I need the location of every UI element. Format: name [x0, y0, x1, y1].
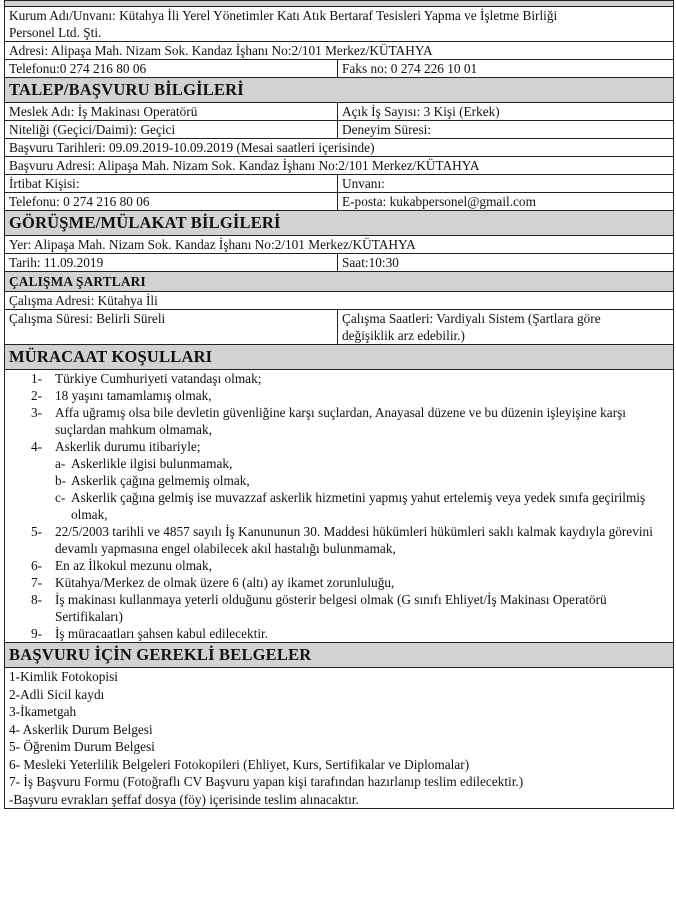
document-page	[4, 0, 673, 903]
document-item: 3-İkametgah	[9, 704, 77, 719]
open-positions-cell: Açık İş Sayısı: 3 Kişi (Erkek)	[338, 103, 674, 121]
application-heading: TALEP/BAŞVURU BİLGİLERİ	[5, 78, 674, 103]
profession-cell: Meslek Adı: İş Makinası Operatörü	[5, 103, 338, 121]
document-item: 4- Askerlik Durum Belgesi	[9, 721, 153, 737]
document-item: 7- İş Başvuru Formu (Fotoğraflı CV Başvuru yapan kişi tarafından hazırlanıp teslim edilecektir.)	[9, 774, 524, 789]
application-address: Başvuru Adresi: Alipaşa Mah. Nizam Sok. Kandaz İşhanı No:2/101 Merkez/KÜTAHYA	[5, 157, 674, 175]
work-hours-line1: Çalışma Saatleri: Vardiyalı Sistem (Şartlara göre	[342, 311, 601, 326]
work-duration: Çalışma Süresi: Belirli Süreli	[5, 310, 338, 345]
contact-title-cell: Unvanı:	[338, 175, 674, 193]
interview-heading: GÖRÜŞME/MÜLAKAT BİLGİLERİ	[5, 211, 674, 236]
document-item: 6- Mesleki Yeterlilik Belgeleri Fotokopileri (Ehliyet, Kurs, Sertifikalar ve Diplomalar)	[9, 756, 470, 772]
experience-cell: Deneyim Süresi:	[338, 121, 674, 139]
application-dates: Başvuru Tarihleri: 09.09.2019-10.09.2019 (Mesai saatleri içerisinde)	[5, 139, 674, 157]
condition-item: 4- Askerlik durumu itibariyle; a- Askerlikle ilgisi bulunmamak, b- Askerlik çağına gelmemiş olmak, c- Askerlik çağına gelmiş ise muvazzaf askerlik hizmetini yapmış yahut ertelemiş veya yedek sınıfa geçirilmiş olmak,	[9, 438, 669, 523]
work-hours-cell	[338, 310, 674, 345]
condition-item: 3- Affa uğramış olsa bile devletin güvenliğine karşı suçlardan, Anayasal düzene ve bu düzenin işleyişine karşı suçlardan mahkum olmamak,	[31, 405, 626, 437]
documents-heading: BAŞVURU İÇİN GEREKLİ BELGELER	[5, 643, 674, 668]
application-phone: Telefonu: 0 274 216 80 06	[5, 193, 338, 211]
nature-cell: Niteliği (Geçici/Daimi): Geçici	[5, 121, 338, 139]
military-item: b- Askerlik çağına gelmemiş olmak,	[55, 473, 250, 488]
institution-name-line1: Kurum Adı/Unvanı: Kütahya İli Yerel Yönetimler Katı Atık Bertaraf Tesisleri Yapma ve İşletme Birliği	[9, 8, 558, 23]
work-address: Çalışma Adresi: Kütahya İli	[5, 292, 674, 310]
military-item: c- Askerlik çağına gelmiş ise muvazzaf askerlik hizmetini yapmış yahut ertelemiş veya yedek sınıfa geçirilmiş olmak,	[55, 490, 646, 522]
condition-item: 7- Kütahya/Merkez de olmak üzere 6 (altı) ay ikamet zorunluluğu,	[31, 575, 395, 590]
military-sublist	[9, 455, 669, 523]
institution-name-cell	[5, 7, 674, 42]
application-email: E-posta: kukabpersonel@gmail.com	[338, 193, 674, 211]
military-item: a- Askerlikle ilgisi bulunmamak,	[55, 456, 233, 471]
condition-item: 9- İş müracaatları şahsen kabul edilecektir.	[31, 626, 269, 641]
condition-item: 2- 18 yaşını tamamlamış olmak,	[31, 388, 212, 403]
condition-item: 6- En az İlkokul mezunu olmak,	[31, 558, 212, 573]
institution-address: Adresi: Alipaşa Mah. Nizam Sok. Kandaz İşhanı No:2/101 Merkez/KÜTAHYA	[5, 42, 674, 60]
document-item: -Başvuru evrakları şeffaf dosya (föy) içerisinde teslim alınacaktır.	[9, 791, 359, 807]
institution-name-line2: Personel Ltd. Şti.	[9, 25, 102, 40]
document-item: 1-Kimlik Fotokopisi	[9, 669, 118, 684]
conditions-heading: MÜRACAAT KOŞULLARI	[5, 345, 674, 370]
work-conditions-heading: ÇALIŞMA ŞARTLARI	[5, 272, 674, 292]
work-hours-line2: değişiklik arz edebilir.)	[342, 328, 465, 343]
contact-person-cell: İrtibat Kişisi:	[5, 175, 338, 193]
condition-item: 5- 22/5/2003 tarihli ve 4857 sayılı İş Kanununun 30. Maddesi hükümleri hükümleri saklı kalmak kaydıyla görevini devamlı yapmasına engel olabilecek akıl hastalığı bulunmamak,	[31, 524, 653, 556]
conditions-list	[9, 370, 669, 642]
condition-item: 8- İş makinası kullanmaya yeterli olduğunu gösterir belgesi olmak (G sınıfı Ehliyet/İş Makinası Operatörü Sertifikaları)	[31, 592, 607, 624]
interview-date: Tarih: 11.09.2019	[5, 254, 338, 272]
institution-phone: Telefonu:0 274 216 80 06	[5, 60, 338, 78]
job-posting-table	[4, 0, 674, 809]
interview-place: Yer: Alipaşa Mah. Nizam Sok. Kandaz İşhanı No:2/101 Merkez/KÜTAHYA	[5, 236, 674, 254]
document-item: 2-Adli Sicil kaydı	[9, 686, 105, 702]
condition-item: 1- Türkiye Cumhuriyeti vatandaşı olmak;	[31, 371, 262, 386]
document-item: 5- Öğrenim Durum Belgesi	[9, 739, 155, 754]
conditions-list-cell	[5, 370, 674, 643]
documents-list-cell	[5, 668, 674, 809]
institution-fax: Faks no: 0 274 226 10 01	[338, 60, 674, 78]
interview-time: Saat:10:30	[338, 254, 674, 272]
